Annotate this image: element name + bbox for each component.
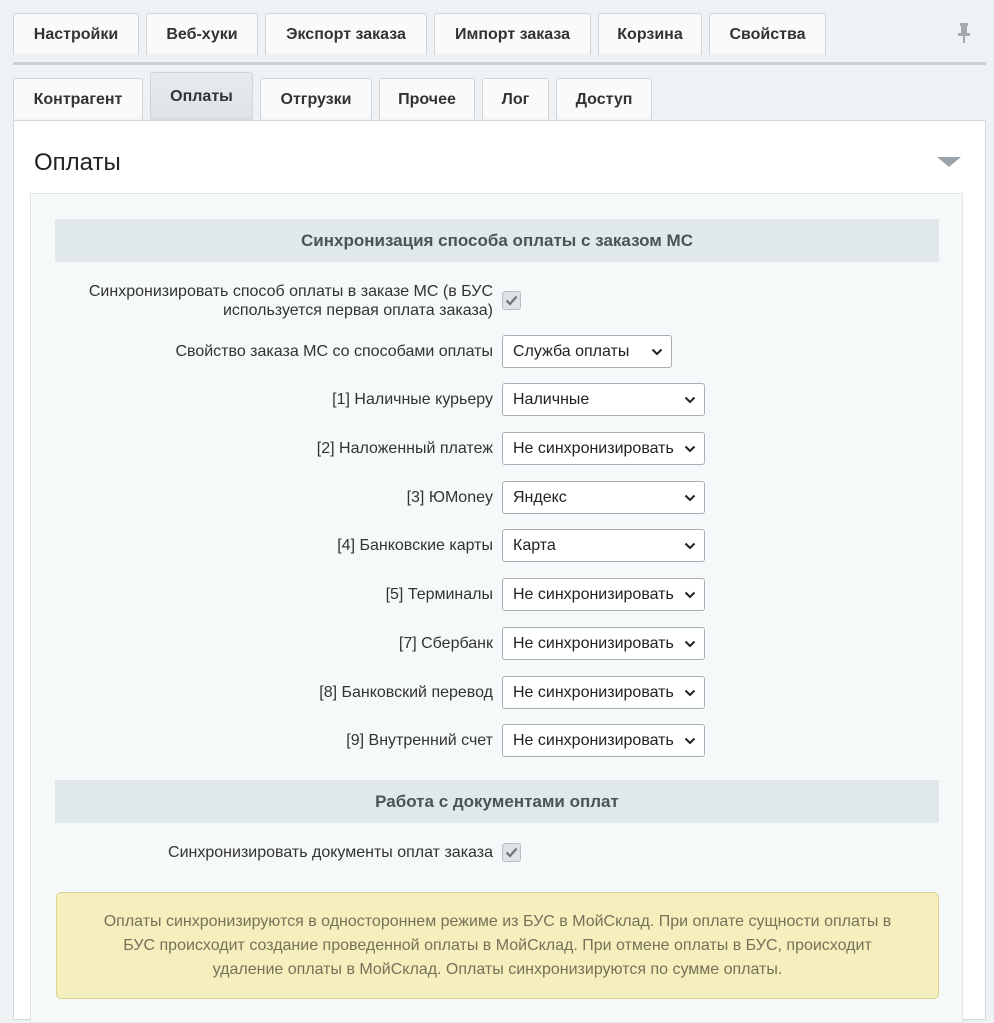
payment-select[interactable]: Яндекс <box>502 481 705 514</box>
checkmark-icon <box>505 294 518 307</box>
payment-select[interactable]: Не синхронизировать <box>502 676 705 709</box>
sync-docs-row <box>55 836 939 869</box>
tabs-divider <box>13 62 986 65</box>
chevron-down-icon <box>684 687 696 699</box>
payment-label: [7] Сбербанк <box>398 635 493 652</box>
payment-label: [4] Банковские карты <box>337 537 493 554</box>
settings-container <box>30 193 963 1023</box>
payment-row <box>55 529 939 562</box>
payment-row <box>55 383 939 416</box>
sync-payment-method-row <box>55 281 939 321</box>
chevron-down-icon <box>684 443 696 455</box>
tab-order-import[interactable]: Импорт заказа <box>434 13 591 55</box>
payment-label: [9] Внутренний счет <box>346 732 493 749</box>
payment-select[interactable]: Не синхронизировать <box>502 627 705 660</box>
property-label: Свойство заказа МС со способами оплаты <box>175 343 493 360</box>
payment-select[interactable]: Наличные <box>502 383 705 416</box>
payment-select[interactable]: Не синхронизировать <box>502 724 705 757</box>
payment-row <box>55 432 939 465</box>
chevron-down-icon <box>684 735 696 747</box>
property-row <box>55 335 939 368</box>
tab-log[interactable]: Лог <box>482 78 549 120</box>
payment-select[interactable]: Карта <box>502 529 705 562</box>
payment-row <box>55 481 939 514</box>
payment-label: [5] Терминалы <box>385 586 493 603</box>
tabs-row-sub <box>13 78 652 120</box>
tab-properties[interactable]: Свойства <box>709 13 826 55</box>
tab-cart[interactable]: Корзина <box>598 13 702 55</box>
chevron-down-icon <box>684 394 696 406</box>
payment-label: [8] Банковский перевод <box>319 684 493 701</box>
tab-settings[interactable]: Настройки <box>13 13 139 55</box>
payment-row <box>55 676 939 709</box>
tab-other[interactable]: Прочее <box>379 78 475 120</box>
section-header-payment-documents: Работа с документами оплат <box>55 780 939 823</box>
payment-row <box>55 627 939 660</box>
payment-label: [2] Наложенный платеж <box>316 440 493 457</box>
payment-row <box>55 724 939 757</box>
pin-icon[interactable] <box>956 22 972 44</box>
payment-label: [3] ЮMoney <box>406 489 493 506</box>
payments-panel <box>13 120 986 1020</box>
tab-webhooks[interactable]: Веб-хуки <box>146 13 258 55</box>
payment-select[interactable]: Не синхронизировать <box>502 578 705 611</box>
property-select[interactable]: Служба оплаты <box>502 335 672 368</box>
chevron-down-icon <box>684 638 696 650</box>
checkmark-icon <box>505 846 518 859</box>
section-header-payment-sync: Синхронизация способа оплаты с заказом МС <box>55 219 939 262</box>
tab-shipments[interactable]: Отгрузки <box>260 78 372 120</box>
tab-order-export[interactable]: Экспорт заказа <box>265 13 427 55</box>
collapse-triangle-icon[interactable] <box>937 157 961 167</box>
panel-title: Оплаты <box>34 149 121 176</box>
chevron-down-icon <box>684 492 696 504</box>
chevron-down-icon <box>684 589 696 601</box>
sync-payment-method-checkbox[interactable] <box>502 291 521 310</box>
tabs-row-main <box>13 13 826 55</box>
chevron-down-icon <box>651 346 663 358</box>
sync-docs-checkbox[interactable] <box>502 843 521 862</box>
info-notice: Оплаты синхронизируются в одностороннем режиме из БУС в МойСклад. При оплате сущности оплаты в БУС происходит создание проведенной оплаты в МойСклад. При отмене оплаты в БУС, происходит удаление оплаты в МойСклад. Оплаты синхронизируются по сумме оплаты. <box>56 892 939 999</box>
tab-counterparty[interactable]: Контрагент <box>13 78 143 120</box>
payment-label: [1] Наличные курьеру <box>332 391 493 408</box>
sync-payment-method-label: Синхронизировать способ оплаты в заказе МС (в БУС используется первая оплата заказа) <box>88 283 493 319</box>
sync-docs-label: Синхронизировать документы оплат заказа <box>168 844 493 861</box>
payment-row <box>55 578 939 611</box>
tab-access[interactable]: Доступ <box>556 78 652 120</box>
payment-select[interactable]: Не синхронизировать <box>502 432 705 465</box>
chevron-down-icon <box>684 540 696 552</box>
tab-payments[interactable]: Оплаты <box>150 72 253 120</box>
